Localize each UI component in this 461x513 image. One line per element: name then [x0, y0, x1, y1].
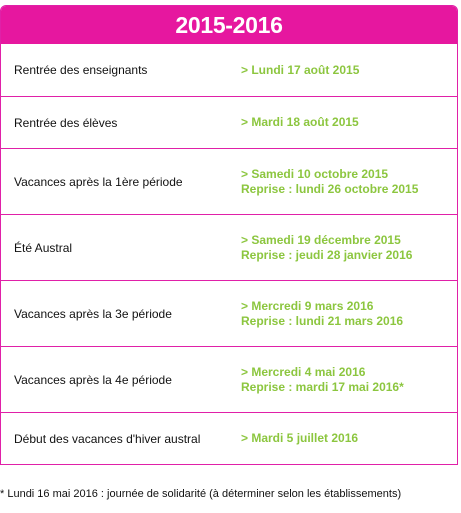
row-dates	[241, 63, 457, 78]
table-row	[1, 412, 457, 464]
row-dates	[241, 431, 457, 446]
row-date-line: > Samedi 10 octobre 2015	[241, 166, 389, 181]
row-label: Rentrée des enseignants	[14, 63, 148, 77]
row-resume-line: Reprise : lundi 26 octobre 2015	[241, 181, 419, 196]
row-label: Début des vacances d'hiver austral	[14, 431, 201, 446]
row-date-line: > Mercredi 9 mars 2016	[241, 298, 374, 313]
row-dates	[241, 115, 457, 130]
row-dates	[241, 167, 457, 197]
row-label: Vacances après la 3e période	[14, 306, 172, 321]
footnote: * Lundi 16 mai 2016 : journée de solidarité (à déterminer selon les établissements)	[0, 488, 402, 500]
row-resume-line: Reprise : mardi 17 mai 2016*	[241, 379, 404, 394]
row-label: Été Austral	[14, 240, 73, 255]
table-row	[1, 214, 457, 280]
row-date-line: > Mercredi 4 mai 2016	[241, 364, 366, 379]
row-dates	[241, 233, 457, 263]
row-dates	[241, 365, 457, 395]
table-row	[1, 346, 457, 412]
row-date-line: > Lundi 17 août 2015	[241, 62, 360, 77]
row-dates	[241, 299, 457, 329]
row-resume-line: Reprise : lundi 21 mars 2016	[241, 313, 404, 328]
row-resume-line: Reprise : jeudi 28 janvier 2016	[241, 247, 413, 262]
row-date-line: > Samedi 19 décembre 2015	[241, 232, 401, 247]
table-row	[1, 148, 457, 214]
table-row	[1, 96, 457, 148]
calendar-title: 2015-2016	[1, 6, 457, 44]
row-date-line: > Mardi 18 août 2015	[241, 115, 359, 129]
row-label: Vacances après la 4e période	[14, 372, 172, 387]
school-calendar-table	[0, 5, 458, 465]
row-date-line: > Mardi 5 juillet 2016	[241, 431, 359, 445]
table-row	[1, 280, 457, 346]
table-row	[1, 44, 457, 96]
row-label: Vacances après la 1ère période	[14, 174, 183, 189]
row-label: Rentrée des élèves	[14, 115, 118, 130]
